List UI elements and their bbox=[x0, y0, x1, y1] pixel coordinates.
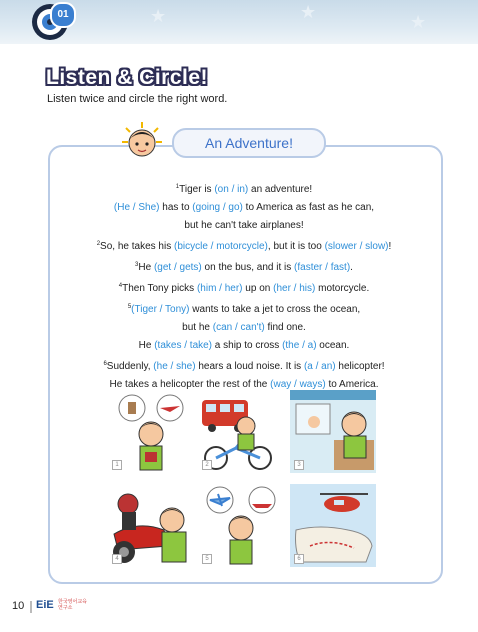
story-text-segment: helicopter! bbox=[335, 361, 385, 372]
word-choice-option[interactable]: (on / in) bbox=[214, 184, 249, 195]
story-line bbox=[58, 298, 430, 319]
story-text-segment: Then Tony picks bbox=[122, 283, 197, 294]
word-choice-option[interactable]: (takes / take) bbox=[154, 340, 213, 351]
star-decoration: ★ bbox=[300, 2, 317, 22]
publisher-logo: EiE bbox=[36, 599, 54, 611]
word-choice-option[interactable]: (Tiger / Tony) bbox=[131, 304, 190, 315]
sentence-number: 6 bbox=[103, 361, 107, 367]
picture-number: 4 bbox=[112, 554, 122, 564]
story-text-segment: ocean. bbox=[316, 340, 350, 351]
story-text-segment: He bbox=[138, 340, 155, 351]
picture-number: 1 bbox=[112, 460, 122, 470]
tagline-line-1: 한국영어교육 bbox=[58, 599, 87, 605]
page-number: 10 bbox=[12, 600, 25, 612]
story-text-segment: a ship to cross bbox=[212, 340, 283, 351]
picture-2 bbox=[198, 390, 284, 473]
story-text-segment: has to bbox=[159, 202, 193, 213]
picture-1 bbox=[108, 390, 194, 473]
story-text-segment: to America. bbox=[325, 379, 379, 390]
tagline-line-2: 연구소 bbox=[58, 605, 73, 611]
story-text-segment: on the bus, and it is bbox=[201, 262, 295, 273]
story-text-segment: wants to take a jet to cross the ocean, bbox=[189, 304, 361, 315]
word-choice-option[interactable]: (the / a) bbox=[282, 340, 317, 351]
sentence-number: 3 bbox=[135, 262, 139, 268]
story-text-segment: but he can't take airplanes! bbox=[184, 220, 304, 231]
story-text-segment: So, he takes his bbox=[100, 241, 174, 252]
story-text-segment: find one. bbox=[264, 322, 306, 333]
picture-number: 6 bbox=[294, 554, 304, 564]
publisher-tagline bbox=[58, 599, 88, 613]
word-choice-option[interactable]: (a / an) bbox=[303, 361, 336, 372]
story-line bbox=[58, 217, 430, 235]
story-line bbox=[58, 319, 430, 337]
story-line bbox=[58, 178, 430, 199]
word-choice-option[interactable]: (going / go) bbox=[192, 202, 243, 213]
word-choice-option[interactable]: (way / ways) bbox=[270, 379, 326, 390]
picture-number: 2 bbox=[202, 460, 212, 470]
sentence-number: 4 bbox=[118, 283, 123, 289]
story-text-segment: Suddenly, bbox=[106, 361, 154, 372]
word-choice-option[interactable]: (He / She) bbox=[113, 202, 160, 213]
picture-6 bbox=[290, 484, 376, 567]
story-text-segment: to America as fast as he can, bbox=[242, 202, 375, 213]
unit-number: 01 bbox=[50, 2, 76, 28]
story-line bbox=[58, 199, 430, 217]
sentence-number: 1 bbox=[175, 184, 180, 190]
story-line bbox=[58, 256, 430, 277]
word-choice-option[interactable]: (get / gets) bbox=[153, 262, 202, 273]
word-choice-option[interactable]: (can / can't) bbox=[212, 322, 265, 333]
word-choice-option[interactable]: (faster / fast) bbox=[294, 262, 351, 273]
picture-4 bbox=[108, 484, 194, 567]
story-text-segment: up on bbox=[242, 283, 274, 294]
story-text-segment: ! bbox=[388, 241, 392, 252]
story-text-segment: . bbox=[350, 262, 353, 273]
story-line bbox=[58, 277, 430, 298]
word-choice-option[interactable]: (him / her) bbox=[196, 283, 243, 294]
picture-3 bbox=[290, 390, 376, 473]
footer-divider bbox=[30, 601, 32, 613]
instructions: Listen twice and circle the right word. bbox=[47, 93, 228, 105]
page-title: Listen & Circle! bbox=[46, 66, 209, 89]
story-text-segment: Tiger is bbox=[179, 184, 215, 195]
story-text-segment: , but it is too bbox=[267, 241, 325, 252]
star-decoration: ★ bbox=[150, 6, 167, 26]
story-text-segment: He takes a helicopter the rest of the bbox=[109, 379, 271, 390]
story-text-segment: hears a loud noise. It is bbox=[195, 361, 304, 372]
story-line bbox=[58, 355, 430, 376]
story-text-segment: an adventure! bbox=[248, 184, 313, 195]
story-line bbox=[58, 235, 430, 256]
sentence-number: 2 bbox=[96, 241, 101, 247]
picture-number: 3 bbox=[294, 460, 304, 470]
star-decoration: ★ bbox=[410, 12, 427, 32]
word-choice-option[interactable]: (bicycle / motorcycle) bbox=[173, 241, 268, 252]
word-choice-option[interactable]: (her / his) bbox=[273, 283, 316, 294]
picture-5 bbox=[198, 484, 284, 567]
story-text bbox=[58, 178, 430, 394]
story-title-tab: An Adventure! bbox=[172, 128, 326, 158]
story-line bbox=[58, 337, 430, 355]
mascot-icon bbox=[120, 120, 164, 160]
story-text-segment: but he bbox=[182, 322, 213, 333]
word-choice-option[interactable]: (slower / slow) bbox=[324, 241, 389, 252]
sentence-number: 5 bbox=[127, 304, 132, 310]
story-text-segment: motorcycle. bbox=[315, 283, 370, 294]
word-choice-option[interactable]: (he / she) bbox=[153, 361, 196, 372]
story-text-segment: He bbox=[138, 262, 154, 273]
picture-number: 5 bbox=[202, 554, 212, 564]
